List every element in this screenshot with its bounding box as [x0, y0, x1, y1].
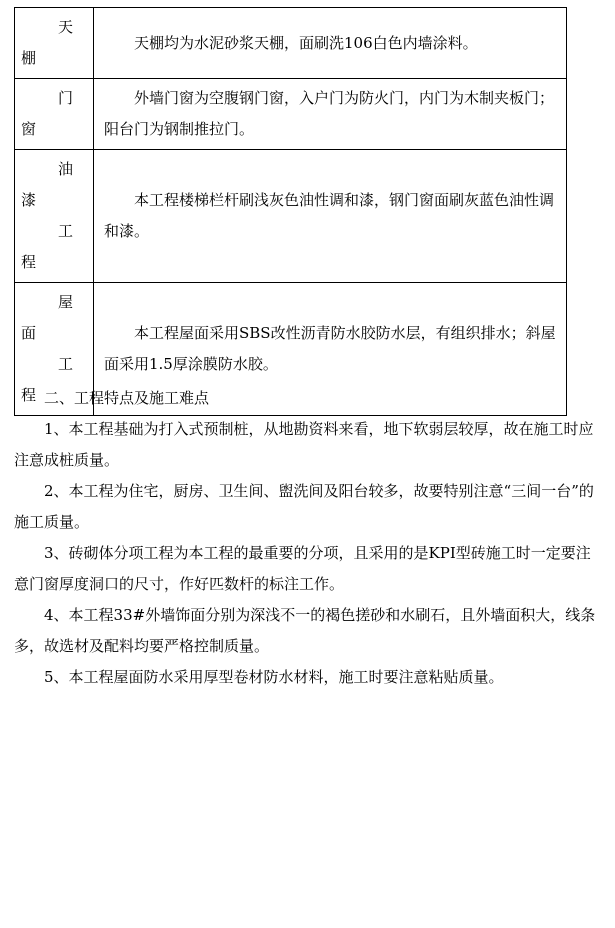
list-item: 1、本工程基础为打入式预制桩，从地勘资料来看，地下软弱层较厚，故在施工时应注意成桩质量。: [14, 420, 594, 469]
spec-table: [14, 7, 567, 416]
label-char: 门: [57, 89, 73, 107]
label-char: 窗: [21, 120, 37, 138]
row-content: 本工程楼梯栏杆刷浅灰色油性调和漆，钢门窗面刷灰蓝色油性调和漆。: [94, 150, 567, 283]
label-char: 棚: [21, 49, 37, 67]
label-char: 工: [57, 355, 73, 373]
body-text: [14, 383, 596, 693]
row-content: 本工程屋面采用SBS改性沥青防水胶防水层，有组织排水；斜屋面采用1.5厚涂膜防水胶。: [94, 283, 567, 416]
section-heading: 二、工程特点及施工难点: [44, 389, 210, 407]
label-char: 工: [57, 222, 73, 240]
row-label: [15, 150, 94, 283]
label-char: 油: [57, 160, 73, 178]
label-char: 程: [21, 253, 37, 271]
label-char: 面: [21, 324, 37, 342]
row-content: 天棚均为水泥砂浆天棚，面刷洗106白色内墙涂料。: [94, 8, 567, 79]
table-row: [15, 150, 567, 283]
row-label: [15, 79, 94, 150]
row-content: 外墙门窗为空腹钢门窗，入户门为防火门，内门为木制夹板门；阳台门为钢制推拉门。: [94, 79, 567, 150]
label-char: 天: [57, 18, 73, 36]
list-item: 2、本工程为住宅，厨房、卫生间、盥洗间及阳台较多，故要特别注意“三间一台”的施工质量。: [14, 482, 594, 531]
label-char: 程: [21, 386, 37, 404]
list-item: 5、本工程屋面防水采用厚型卷材防水材料，施工时要注意粘贴质量。: [44, 668, 504, 686]
list-item: 4、本工程33#外墙饰面分别为深浅不一的褐色搓砂和水刷石，且外墙面积大，线条多，故选材及配料均要严格控制质量。: [14, 606, 596, 655]
row-label: [15, 8, 94, 79]
label-char: 屋: [57, 293, 73, 311]
list-item: 3、砖砌体分项工程为本工程的最重要的分项，且采用的是KPⅠ型砖施工时一定要注意门窗厚度洞口的尺寸，作好匹数杆的标注工作。: [14, 544, 591, 593]
table-row: [15, 79, 567, 150]
label-char: 漆: [21, 191, 37, 209]
table-row: [15, 8, 567, 79]
